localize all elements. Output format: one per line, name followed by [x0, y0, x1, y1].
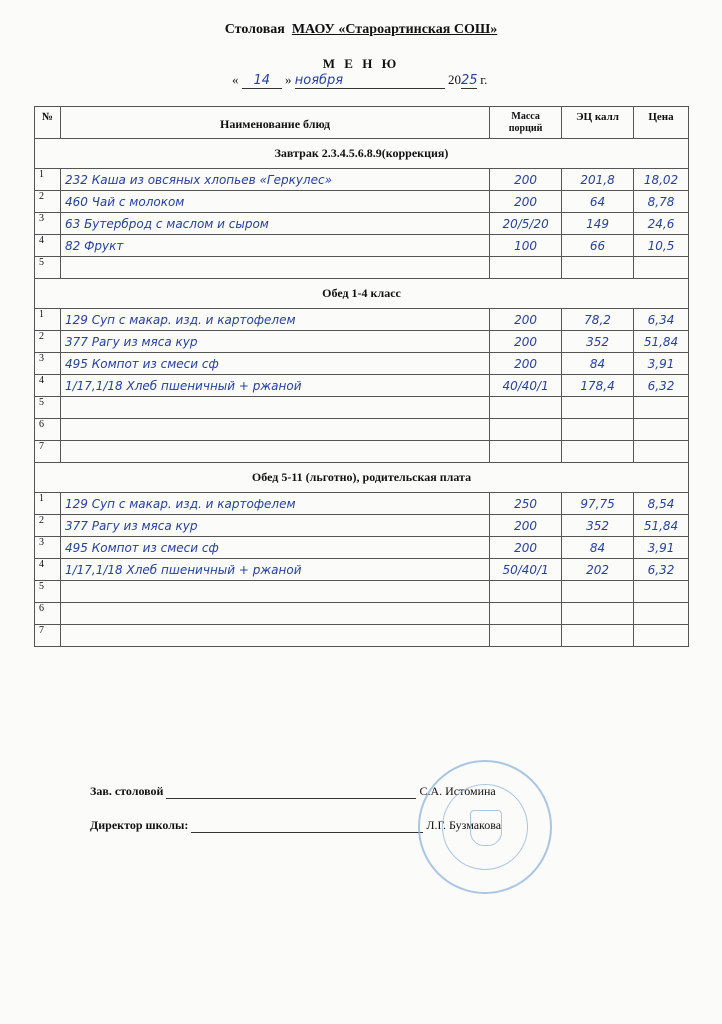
price: 18,02	[634, 169, 689, 191]
dish-name: 129 Суп с макар. изд. и картофелем	[60, 493, 489, 515]
row-number: 3	[35, 213, 61, 235]
section-row	[35, 279, 689, 309]
section-row	[35, 463, 689, 493]
calories: 352	[562, 515, 634, 537]
price: 51,84	[634, 515, 689, 537]
row-number: 4	[35, 235, 61, 257]
calories	[562, 257, 634, 279]
row-number: 3	[35, 537, 61, 559]
col-mass-header: Масса порций	[490, 107, 562, 139]
portion-mass	[490, 419, 562, 441]
price: 24,6	[634, 213, 689, 235]
portion-mass: 200	[490, 537, 562, 559]
portion-mass: 250	[490, 493, 562, 515]
table-row	[35, 625, 689, 647]
dish-name	[60, 581, 489, 603]
canteen-label: Столовая	[224, 22, 285, 37]
calories	[562, 603, 634, 625]
signature-line	[191, 818, 423, 833]
dish-name: 129 Суп с макар. изд. и картофелем	[60, 309, 489, 331]
calories	[562, 625, 634, 647]
table-row	[35, 235, 689, 257]
dish-name	[60, 257, 489, 279]
price: 6,34	[634, 309, 689, 331]
row-number: 2	[35, 515, 61, 537]
row-number: 5	[35, 257, 61, 279]
row-number: 5	[35, 397, 61, 419]
portion-mass	[490, 257, 562, 279]
table-row	[35, 375, 689, 397]
calories: 97,75	[562, 493, 634, 515]
portion-mass	[490, 603, 562, 625]
dish-name: 377 Рагу из мяса кур	[60, 515, 489, 537]
calories: 178,4	[562, 375, 634, 397]
table-row	[35, 257, 689, 279]
table-row	[35, 515, 689, 537]
row-number: 7	[35, 625, 61, 647]
dish-name: 63 Бутерброд с маслом и сыром	[60, 213, 489, 235]
row-number: 5	[35, 581, 61, 603]
row-number: 3	[35, 353, 61, 375]
date-day: 14	[242, 73, 282, 89]
portion-mass: 200	[490, 353, 562, 375]
row-number: 4	[35, 559, 61, 581]
date-line	[232, 72, 487, 89]
calories	[562, 441, 634, 463]
date-open-quote: «	[232, 72, 239, 87]
table-row	[35, 419, 689, 441]
portion-mass: 200	[490, 515, 562, 537]
calories	[562, 581, 634, 603]
col-num-header: №	[35, 107, 61, 139]
section-row	[35, 139, 689, 169]
price: 3,91	[634, 353, 689, 375]
price: 8,54	[634, 493, 689, 515]
table-row	[35, 309, 689, 331]
date-month: ноября	[295, 73, 445, 89]
table-row	[35, 559, 689, 581]
dish-name	[60, 625, 489, 647]
portion-mass: 100	[490, 235, 562, 257]
portion-mass	[490, 581, 562, 603]
calories: 78,2	[562, 309, 634, 331]
price	[634, 419, 689, 441]
price	[634, 257, 689, 279]
price	[634, 603, 689, 625]
row-number: 2	[35, 191, 61, 213]
section-title: Обед 5-11 (льготно), родительская плата	[35, 463, 689, 493]
portion-mass: 20/5/20	[490, 213, 562, 235]
dish-name: 1/17,1/18 Хлеб пшеничный + ржаной	[60, 559, 489, 581]
price: 6,32	[634, 375, 689, 397]
signature-line	[166, 784, 416, 799]
price	[634, 581, 689, 603]
dish-name: 460 Чай с молоком	[60, 191, 489, 213]
calories: 84	[562, 353, 634, 375]
col-cal-header: ЭЦ калл	[562, 107, 634, 139]
price: 51,84	[634, 331, 689, 353]
row-number: 2	[35, 331, 61, 353]
calories: 202	[562, 559, 634, 581]
dish-name	[60, 441, 489, 463]
table-header-row	[35, 107, 689, 139]
table-row	[35, 581, 689, 603]
dish-name: 1/17,1/18 Хлеб пшеничный + ржаной	[60, 375, 489, 397]
row-number: 1	[35, 309, 61, 331]
canteen-head-name: С.А. Истомина	[419, 784, 496, 798]
page-title	[0, 22, 722, 38]
portion-mass	[490, 625, 562, 647]
menu-table	[34, 106, 689, 647]
portion-mass	[490, 397, 562, 419]
row-number: 1	[35, 493, 61, 515]
price	[634, 441, 689, 463]
calories	[562, 419, 634, 441]
date-year-prefix: 20	[448, 72, 461, 87]
dish-name: 232 Каша из овсяных хлопьев «Геркулес»	[60, 169, 489, 191]
portion-mass: 200	[490, 169, 562, 191]
col-price-header: Цена	[634, 107, 689, 139]
section-title: Завтрак 2.3.4.5.6.8.9(коррекция)	[35, 139, 689, 169]
calories: 352	[562, 331, 634, 353]
price: 10,5	[634, 235, 689, 257]
calories: 66	[562, 235, 634, 257]
price	[634, 625, 689, 647]
table-row	[35, 537, 689, 559]
school-name: МАОУ «Староартинская СОШ»	[291, 22, 498, 37]
date-close-quote: »	[285, 72, 292, 87]
calories: 64	[562, 191, 634, 213]
calories: 201,8	[562, 169, 634, 191]
table-row	[35, 603, 689, 625]
row-number: 7	[35, 441, 61, 463]
table-row	[35, 441, 689, 463]
coat-of-arms-icon	[470, 810, 502, 846]
portion-mass	[490, 441, 562, 463]
row-number: 6	[35, 419, 61, 441]
table-row	[35, 397, 689, 419]
row-number: 6	[35, 603, 61, 625]
price: 8,78	[634, 191, 689, 213]
table-row	[35, 191, 689, 213]
table-row	[35, 169, 689, 191]
dish-name	[60, 397, 489, 419]
price: 3,91	[634, 537, 689, 559]
price: 6,32	[634, 559, 689, 581]
table-row	[35, 213, 689, 235]
col-name-header: Наименование блюд	[60, 107, 489, 139]
date-unit: г.	[480, 72, 488, 87]
portion-mass: 200	[490, 191, 562, 213]
table-row	[35, 493, 689, 515]
calories: 149	[562, 213, 634, 235]
menu-table-body	[35, 139, 689, 647]
menu-heading: М Е Н Ю	[322, 56, 400, 71]
school-stamp	[418, 760, 552, 894]
dish-name	[60, 603, 489, 625]
dish-name	[60, 419, 489, 441]
calories	[562, 397, 634, 419]
portion-mass: 40/40/1	[490, 375, 562, 397]
dish-name: 495 Компот из смеси сф	[60, 353, 489, 375]
row-number: 1	[35, 169, 61, 191]
portion-mass: 200	[490, 309, 562, 331]
canteen-head-label: Зав. столовой	[90, 784, 164, 798]
dish-name: 495 Компот из смеси сф	[60, 537, 489, 559]
dish-name: 82 Фрукт	[60, 235, 489, 257]
portion-mass: 50/40/1	[490, 559, 562, 581]
calories: 84	[562, 537, 634, 559]
row-number: 4	[35, 375, 61, 397]
table-row	[35, 331, 689, 353]
section-title: Обед 1-4 класс	[35, 279, 689, 309]
table-row	[35, 353, 689, 375]
director-label: Директор школы:	[90, 818, 189, 832]
dish-name: 377 Рагу из мяса кур	[60, 331, 489, 353]
director-name: Л.Г. Бузмакова	[426, 818, 502, 832]
portion-mass: 200	[490, 331, 562, 353]
date-year-suffix: 25	[461, 73, 478, 88]
price	[634, 397, 689, 419]
